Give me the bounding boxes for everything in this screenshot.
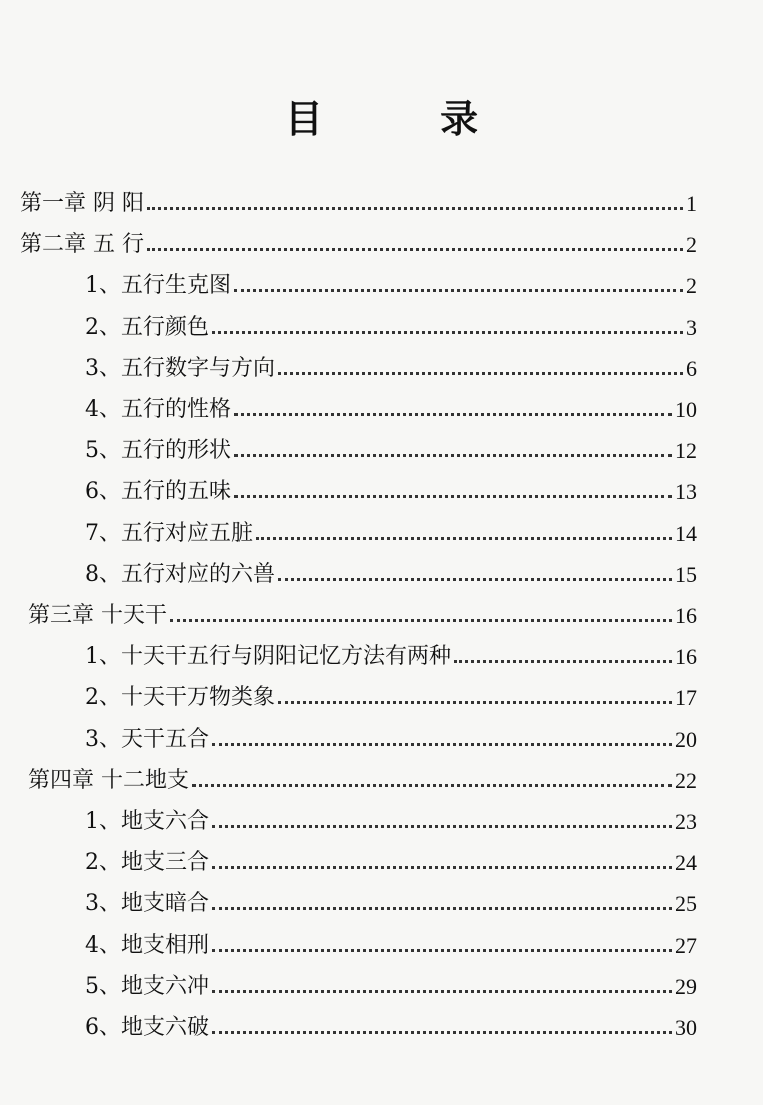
toc-section-row[interactable] [85, 971, 697, 1003]
toc-entry-label: 2、十天干万物类象 [85, 685, 275, 711]
toc-page-number: 25 [675, 891, 697, 917]
toc-page-number: 24 [675, 850, 697, 876]
toc-page-number: 2 [686, 273, 697, 299]
toc-page-number: 20 [675, 726, 697, 752]
toc-entry-label: 4、五行的性格 [85, 397, 231, 422]
toc-section-row[interactable] [85, 888, 697, 920]
dot-leader [212, 949, 672, 952]
toc-section-row[interactable] [85, 435, 697, 467]
toc-entry-label: 1、五行生克图 [85, 273, 231, 299]
dot-leader [147, 248, 683, 251]
toc-section-row[interactable] [85, 930, 697, 962]
dot-leader [278, 578, 672, 581]
toc-section-row[interactable] [85, 518, 697, 550]
toc-page-number: 12 [675, 438, 697, 464]
toc-section-row[interactable] [85, 806, 697, 838]
dot-leader [234, 495, 672, 498]
toc-chapter-row[interactable] [28, 765, 697, 797]
toc-page-number: 22 [675, 767, 697, 793]
toc-entry-label: 1、地支六合 [85, 809, 209, 834]
toc-entry-label: 3、地支暗合 [85, 891, 209, 917]
toc-page-number: 14 [675, 520, 697, 546]
dot-leader [212, 907, 672, 910]
toc-entry-label: 第四章 十二地支 [28, 767, 189, 793]
toc-entry-label: 6、地支六破 [85, 1015, 209, 1040]
toc-section-row[interactable] [85, 847, 697, 879]
dot-leader [234, 413, 672, 416]
toc-page-number: 29 [675, 973, 697, 999]
toc-page-number: 30 [675, 1015, 697, 1040]
dot-leader [454, 660, 672, 663]
page-title: 目 录 [284, 97, 531, 141]
toc-section-row[interactable] [85, 353, 697, 385]
toc-entry-label: 4、地支相刑 [85, 932, 209, 958]
toc-entry-label: 第三章 十天干 [28, 603, 167, 628]
dot-leader [147, 207, 683, 210]
toc-page-number: 1 [686, 191, 697, 216]
toc-chapter-row[interactable] [20, 229, 697, 261]
dot-leader [234, 454, 672, 457]
toc-page-number: 16 [675, 603, 697, 628]
toc-page-number: 23 [675, 809, 697, 834]
toc-page-number: 27 [675, 932, 697, 958]
toc-entry-label: 2、地支三合 [85, 850, 209, 876]
toc-entry-label: 5、五行的形状 [85, 438, 231, 464]
toc-page-number: 15 [675, 561, 697, 587]
dot-leader [170, 619, 672, 622]
toc-page-number: 3 [686, 314, 697, 340]
toc-page-number: 2 [686, 232, 697, 258]
toc-section-row[interactable] [85, 394, 697, 426]
dot-leader [212, 1031, 672, 1034]
toc-section-row[interactable] [85, 476, 697, 508]
dot-leader [212, 743, 672, 746]
dot-leader [192, 784, 672, 787]
dot-leader [212, 331, 683, 334]
dot-leader [256, 537, 672, 540]
toc-section-row[interactable] [85, 270, 697, 302]
toc-chapter-row[interactable] [20, 188, 697, 220]
toc-page-number: 10 [675, 397, 697, 422]
toc-section-row[interactable] [85, 682, 697, 714]
toc-section-row[interactable] [85, 724, 697, 756]
dot-leader [212, 825, 672, 828]
toc-entry-label: 第一章 阴 阳 [20, 191, 144, 216]
dot-leader [234, 289, 683, 292]
toc-page-number: 13 [675, 479, 697, 505]
toc-entry-label: 2、五行颜色 [85, 314, 209, 340]
dot-leader [212, 866, 672, 869]
toc-entry-label: 第二章 五 行 [20, 232, 144, 258]
toc-section-row[interactable] [85, 1012, 697, 1044]
toc-entry-label: 8、五行对应的六兽 [85, 561, 275, 587]
toc-section-row[interactable] [85, 559, 697, 591]
toc-entry-label: 7、五行对应五脏 [85, 520, 253, 546]
dot-leader [278, 372, 683, 375]
toc-page-number: 6 [686, 355, 697, 381]
toc-entry-label: 3、五行数字与方向 [85, 355, 275, 381]
toc-chapter-row[interactable] [28, 600, 697, 632]
toc-section-row[interactable] [85, 641, 697, 673]
dot-leader [278, 701, 672, 704]
toc-entry-label: 3、天干五合 [85, 726, 209, 752]
toc-entry-label: 1、十天干五行与阴阳记忆方法有两种 [85, 644, 451, 670]
toc-page-number: 17 [675, 685, 697, 711]
toc-section-row[interactable] [85, 312, 697, 344]
toc-page-number: 16 [675, 644, 697, 670]
dot-leader [212, 990, 672, 993]
toc-entry-label: 5、地支六冲 [85, 973, 209, 999]
toc-entry-label: 6、五行的五味 [85, 479, 231, 505]
